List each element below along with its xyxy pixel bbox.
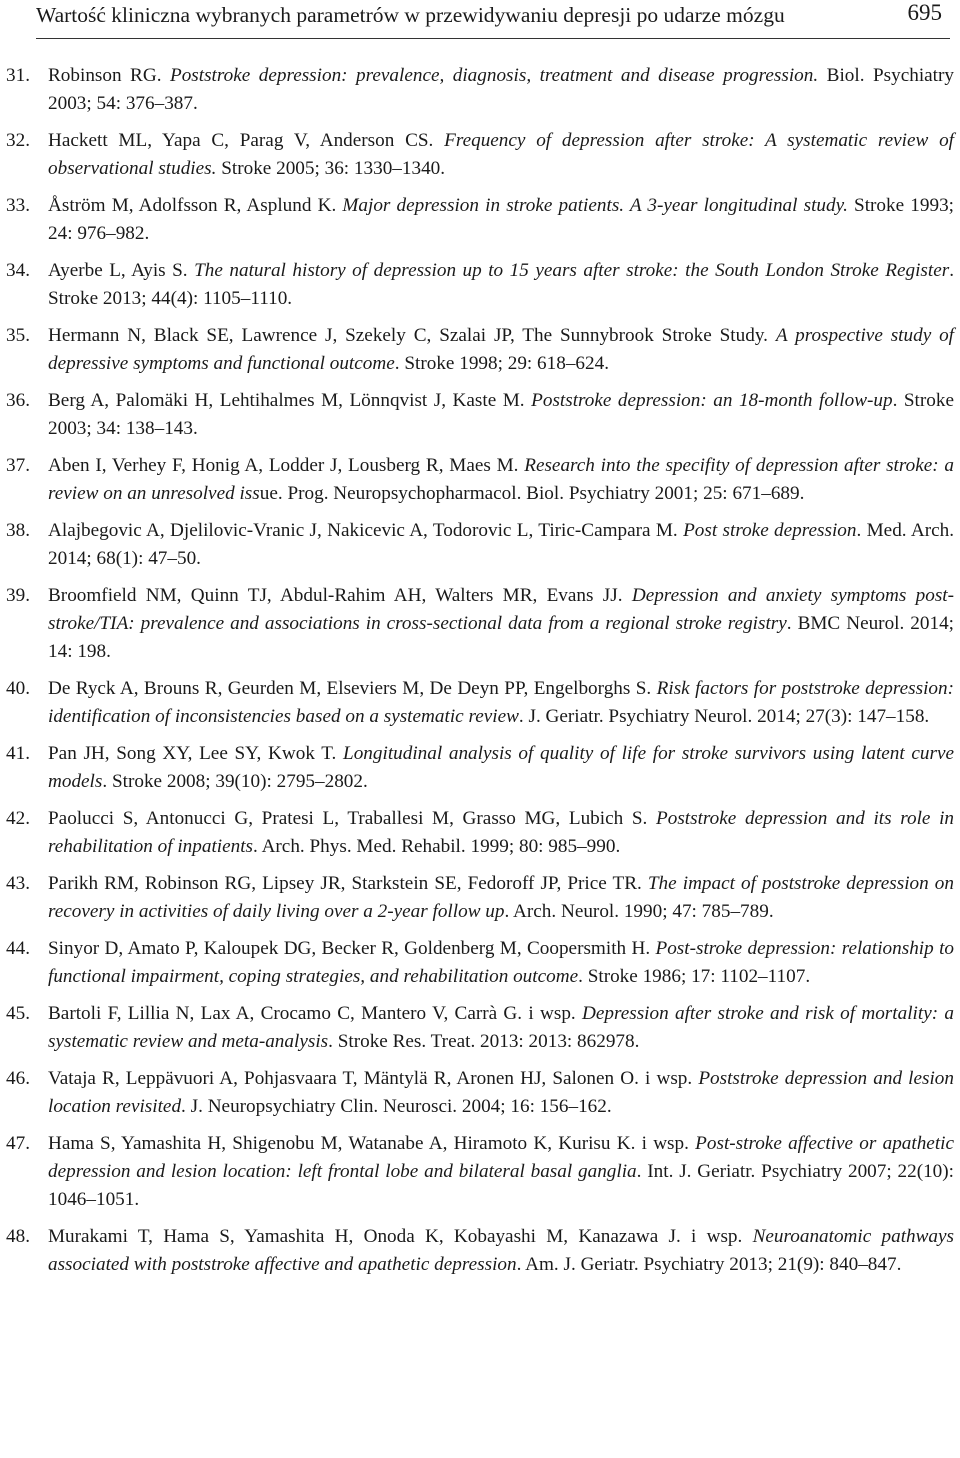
reference-source: . Stroke Res. Treat. 2013: 2013: 862978. bbox=[328, 1031, 640, 1052]
reference-authors: Vataja R, Leppävuori A, Pohjasvaara T, Mäntylä R, Aronen HJ, Salonen O. i wsp. bbox=[48, 1068, 699, 1089]
reference-number: 31. bbox=[6, 65, 30, 86]
reference-authors: Broomfield NM, Quinn TJ, Abdul-Rahim AH, Walters MR, Evans JJ. bbox=[48, 585, 632, 606]
reference-title: Poststroke depression and its role in rehabilitation of inpatients bbox=[48, 808, 955, 857]
reference-title: Poststroke depression: prevalence, diagnosis, treatment and disease progression. bbox=[169, 65, 819, 86]
reference-source: . Int. J. Geriatr. Psychiatry 2007; 22(10): 1046–1051. bbox=[48, 1161, 955, 1210]
reference-title: Research into the specifity of depression after stroke: a review on an unresolved iss bbox=[48, 455, 954, 504]
reference-item bbox=[6, 675, 954, 731]
reference-title: Major depression in stroke patients. A 3-year longitudinal study. bbox=[342, 195, 848, 216]
reference-authors: Aben I, Verhey F, Honig A, Lodder J, Lousberg R, Maes M. bbox=[48, 455, 525, 476]
reference-title: The impact of poststroke depression on recovery in activities of daily living over a 2-year follow up bbox=[48, 873, 954, 922]
reference-item bbox=[6, 582, 954, 666]
reference-title: Post-stroke affective or apathetic depression and lesion location: left frontal lobe and bilateral basal ganglia bbox=[48, 1133, 954, 1182]
reference-number: 42. bbox=[6, 808, 30, 829]
reference-source: . J. Geriatr. Psychiatry Neurol. 2014; 27(3): 147–158. bbox=[518, 706, 930, 727]
reference-number: 45. bbox=[6, 1003, 30, 1024]
reference-source: . BMC Neurol. 2014; 14: 198. bbox=[48, 613, 954, 662]
reference-item bbox=[6, 322, 954, 378]
reference-title: Risk factors for poststroke depression: identification of inconsistencies based on a systematic review bbox=[48, 678, 954, 727]
reference-authors: Sinyor D, Amato P, Kaloupek DG, Becker R, Goldenberg M, Coopersmith H. bbox=[48, 938, 656, 959]
reference-item bbox=[6, 740, 954, 796]
reference-item bbox=[6, 805, 954, 861]
reference-source: . Arch. Phys. Med. Rehabil. 1999; 80: 985–990. bbox=[253, 836, 621, 857]
reference-source: Biol. Psychiatry 2003; 54: 376–387. bbox=[48, 65, 954, 114]
running-header-title: Wartość kliniczna wybranych parametrów w przewidywaniu depresji po udarze mózgu bbox=[36, 3, 785, 27]
reference-authors: Bartoli F, Lillia N, Lax A, Crocamo C, Mantero V, Carrà G. i wsp. bbox=[48, 1003, 583, 1024]
reference-number: 35. bbox=[6, 325, 30, 346]
reference-title: The natural history of depression up to 15 years after stroke: the South London Stroke Register bbox=[194, 260, 950, 281]
reference-number: 47. bbox=[6, 1133, 30, 1154]
reference-number: 46. bbox=[6, 1068, 30, 1089]
reference-authors: Pan JH, Song XY, Lee SY, Kwok T. bbox=[48, 743, 344, 764]
reference-item bbox=[6, 870, 954, 926]
reference-authors: Hama S, Yamashita H, Shigenobu M, Watanabe A, Hiramoto K, Kurisu K. i wsp. bbox=[48, 1133, 696, 1154]
reference-source: . Stroke 2008; 39(10): 2795–2802. bbox=[102, 771, 368, 792]
reference-item bbox=[6, 387, 954, 443]
reference-number: 40. bbox=[6, 678, 30, 699]
reference-authors: Murakami T, Hama S, Yamashita H, Onoda K, Kobayashi M, Kanazawa J. i wsp. bbox=[48, 1226, 753, 1247]
reference-number: 41. bbox=[6, 743, 30, 764]
reference-number: 44. bbox=[6, 938, 30, 959]
reference-authors: Hermann N, Black SE, Lawrence J, Szekely C, Szalai JP, The Sunnybrook Stroke Study. bbox=[48, 325, 776, 346]
reference-source: . Med. Arch. 2014; 68(1): 47–50. bbox=[48, 520, 955, 569]
reference-item bbox=[6, 1223, 954, 1279]
reference-authors: Berg A, Palomäki H, Lehtihalmes M, Lönnqvist J, Kaste M. bbox=[48, 390, 532, 411]
reference-title: A prospective study of depressive symptoms and functional outcome bbox=[48, 325, 955, 374]
reference-item bbox=[6, 935, 954, 991]
reference-item bbox=[6, 62, 954, 118]
reference-item bbox=[6, 1130, 954, 1214]
reference-authors: Åström M, Adolfsson R, Asplund K. bbox=[48, 195, 343, 216]
reference-item bbox=[6, 452, 954, 508]
reference-authors: Paolucci S, Antonucci G, Pratesi L, Traballesi M, Grasso MG, Lubich S. bbox=[48, 808, 656, 829]
reference-authors: Hackett ML, Yapa C, Parag V, Anderson CS. bbox=[48, 130, 445, 151]
reference-number: 39. bbox=[6, 585, 30, 606]
reference-title: Poststroke depression: an 18-month follow-up bbox=[531, 390, 893, 411]
reference-item bbox=[6, 1000, 954, 1056]
reference-source: . J. Neuropsychiatry Clin. Neurosci. 2004; 16: 156–162. bbox=[181, 1096, 612, 1117]
reference-item bbox=[6, 192, 954, 248]
reference-authors: Ayerbe L, Ayis S. bbox=[48, 260, 195, 281]
reference-number: 48. bbox=[6, 1226, 30, 1247]
reference-list bbox=[6, 62, 954, 1288]
reference-authors: Robinson RG. bbox=[48, 65, 170, 86]
reference-title: Poststroke depression and lesion location revisited bbox=[48, 1068, 954, 1117]
reference-title: Neuroanatomic pathways associated with poststroke affective and apathetic depression bbox=[48, 1226, 955, 1275]
reference-number: 37. bbox=[6, 455, 30, 476]
reference-source: Stroke 2005; 36: 1330–1340. bbox=[216, 158, 446, 179]
reference-title: Frequency of depression after stroke: A systematic review of observational studies. bbox=[48, 130, 954, 179]
reference-source: . Am. J. Geriatr. Psychiatry 2013; 21(9): 840–847. bbox=[516, 1254, 902, 1275]
reference-item bbox=[6, 517, 954, 573]
running-header bbox=[36, 0, 950, 39]
reference-title: Depression and anxiety symptoms post-stroke/TIA: prevalence and associations in cross-sectional data from a regional stroke registry bbox=[48, 585, 955, 634]
reference-source: . Arch. Neurol. 1990; 47: 785–789. bbox=[504, 901, 774, 922]
reference-source: . Stroke 1998; 29: 618–624. bbox=[394, 353, 609, 374]
reference-source: . Stroke 2013; 44(4): 1105–1110. bbox=[48, 260, 954, 309]
reference-number: 43. bbox=[6, 873, 30, 894]
reference-item bbox=[6, 257, 954, 313]
reference-source: . Stroke 1986; 17: 1102–1107. bbox=[578, 966, 811, 987]
reference-number: 36. bbox=[6, 390, 30, 411]
reference-item bbox=[6, 1065, 954, 1121]
reference-title: Post stroke depression bbox=[683, 520, 857, 541]
reference-title: Longitudinal analysis of quality of life for stroke survivors using latent curve models bbox=[48, 743, 954, 792]
reference-item bbox=[6, 127, 954, 183]
reference-number: 32. bbox=[6, 130, 30, 151]
reference-number: 38. bbox=[6, 520, 30, 541]
reference-authors: Parikh RM, Robinson RG, Lipsey JR, Starkstein SE, Fedoroff JP, Price TR. bbox=[48, 873, 648, 894]
reference-number: 33. bbox=[6, 195, 30, 216]
reference-source: . Stroke 2003; 34: 138–143. bbox=[48, 390, 954, 439]
reference-source: Stroke 1993; 24: 976–982. bbox=[48, 195, 954, 244]
reference-title: Depression after stroke and risk of mortality: a systematic review and meta-analysis bbox=[48, 1003, 954, 1052]
reference-authors: De Ryck A, Brouns R, Geurden M, Elseviers M, De Deyn PP, Engelborghs S. bbox=[48, 678, 657, 699]
reference-number: 34. bbox=[6, 260, 30, 281]
reference-authors: Alajbegovic A, Djelilovic-Vranic J, Nakicevic A, Todorovic L, Tiric-Campara M. bbox=[48, 520, 684, 541]
reference-title: Post-stroke depression: relationship to functional impairment, coping strategies, and rehabilitation outcome bbox=[48, 938, 954, 987]
reference-source: ue. Prog. Neuropsychopharmacol. Biol. Psychiatry 2001; 25: 671–689. bbox=[259, 483, 805, 504]
page-number: 695 bbox=[907, 0, 942, 25]
